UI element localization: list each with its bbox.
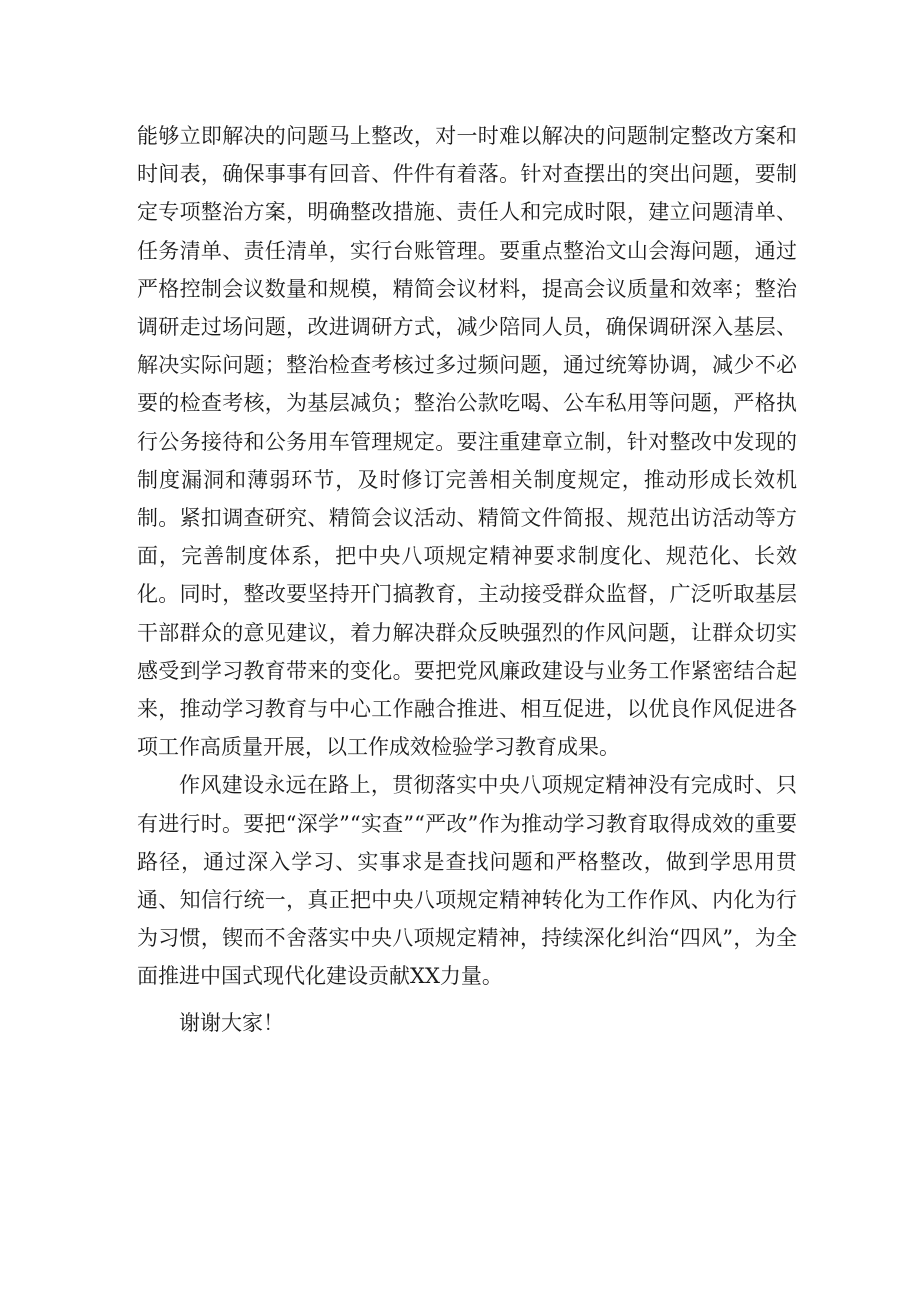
document-body bbox=[137, 117, 797, 1042]
closing-remark: 谢谢大家！ bbox=[179, 1010, 284, 1035]
paragraph-conclusion: 作风建设永远在路上，贯彻落实中央八项规定精神没有完成时、只有进行时。要把“深学”“实查”“严改”作为推动学习教育取得成效的重要路径，通过深入学习、实事求是查找问题和严格整改，做到学思用贯通、知信行统一，真正把中央八项规定精神转化为工作作风、内化为行为习惯，锲而不舍落实中央八项规定精神，持续深化纠治“四风”，为全面推进中国式现代化建设贡献XX力量。 bbox=[137, 773, 797, 989]
paragraph-continuation: 能够立即解决的问题马上整改，对一时难以解决的问题制定整改方案和时间表，确保事事有回音、件件有着落。针对查摆出的突出问题，要制定专项整治方案，明确整改措施、责任人和完成时限，建立问题清单、任务清单、责任清单，实行台账管理。要重点整治文山会海问题，通过严格控制会议数量和规模，精简会议材料，提高会议质量和效率；整治调研走过场问题，改进调研方式，减少陪同人员，确保调研深入基层、解决实际问题；整治检查考核过多过频问题，通过统筹协调，减少不必要的检查考核，为基层减负；整治公款吃喝、公车私用等问题，严格执行公务接待和公务用车管理规定。要注重建章立制，针对整改中发现的制度漏洞和薄弱环节，及时修订完善相关制度规定，推动形成长效机制。紧扣调查研究、精简会议活动、精简文件简报、规范出访活动等方面，完善制度体系，把中央八项规定精神要求制度化、规范化、长效化。同时，整改要坚持开门搞教育，主动接受群众监督，广泛听取基层干部群众的意见建议，着力解决群众反映强烈的作风问题，让群众切实感受到学习教育带来的变化。要把党风廉政建设与业务工作紧密结合起来，推动学习教育与中心工作融合推进、相互促进，以优良作风促进各项工作高质量开展，以工作成效检验学习教育成果。 bbox=[137, 124, 797, 760]
